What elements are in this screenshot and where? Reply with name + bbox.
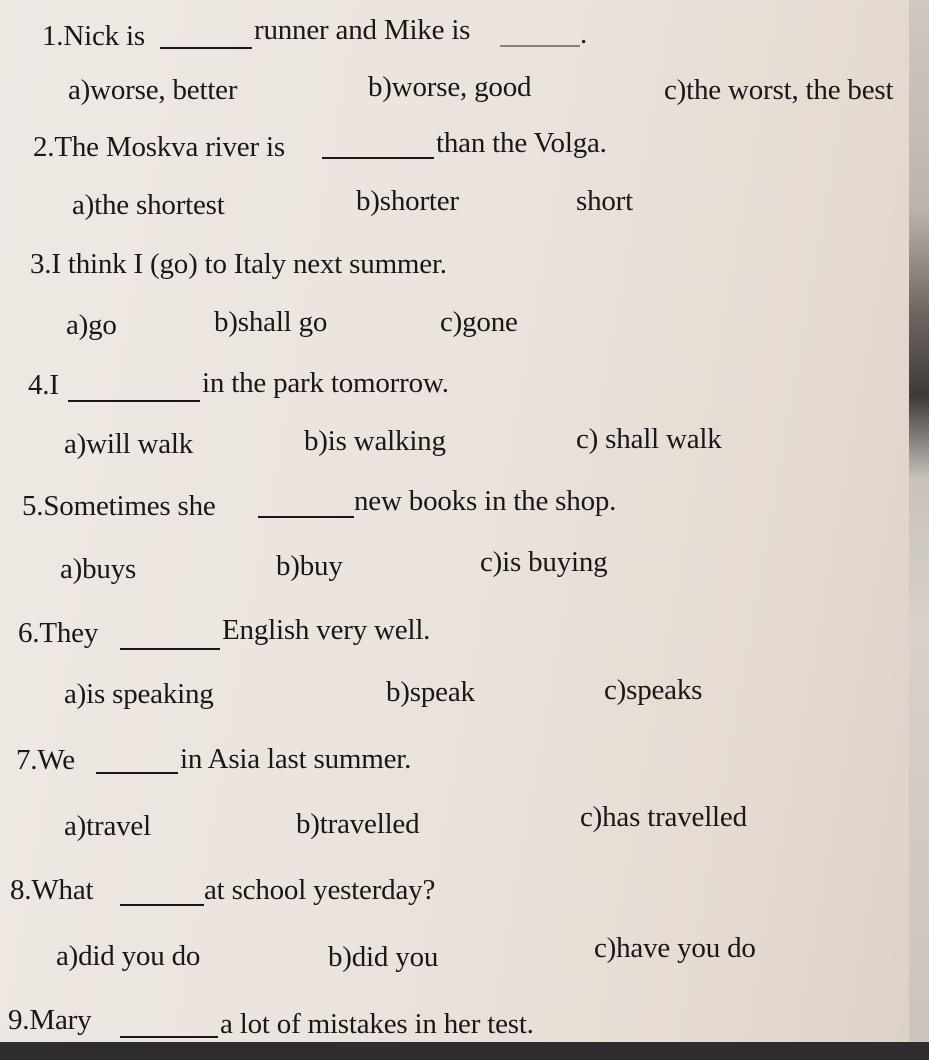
option-b: b)is walking bbox=[304, 425, 446, 457]
question-text: I think I (go) to Italy next summer. bbox=[51, 248, 447, 280]
answer-blank bbox=[120, 904, 204, 906]
option-a: a)will walk bbox=[64, 428, 194, 460]
question-number: 2. bbox=[33, 131, 55, 163]
option-b: b)worse, good bbox=[368, 71, 532, 103]
question-text-after: in Asia last summer. bbox=[180, 743, 412, 775]
question-5 bbox=[22, 490, 216, 522]
option-a: a)buys bbox=[60, 553, 137, 585]
answer-blank bbox=[96, 772, 178, 774]
option-b: b)shorter bbox=[356, 185, 459, 217]
question-number: 6. bbox=[18, 617, 40, 649]
question-text-before: Mary bbox=[29, 1004, 92, 1036]
question-number: 5. bbox=[22, 490, 44, 522]
option-b: b)did you bbox=[328, 941, 439, 973]
question-text-before: Sometimes she bbox=[43, 490, 216, 522]
option-a: a)is speaking bbox=[64, 678, 214, 710]
option-b: b)shall go bbox=[214, 306, 328, 338]
option-c: c)gone bbox=[440, 306, 518, 338]
question-text-after: in the park tomorrow. bbox=[202, 367, 449, 399]
question-7 bbox=[16, 744, 75, 776]
question-text-before: I bbox=[49, 369, 59, 401]
question-text-before: We bbox=[37, 744, 75, 776]
question-text-after: than the Volga. bbox=[436, 127, 607, 159]
answer-blank bbox=[68, 400, 200, 402]
question-text-before: The Moskva river is bbox=[54, 131, 285, 163]
option-a: a)the shortest bbox=[72, 189, 225, 221]
answer-blank bbox=[500, 45, 580, 47]
answer-blank bbox=[258, 516, 354, 518]
question-text-before: Nick is bbox=[63, 20, 145, 52]
question-text-after: at school yesterday? bbox=[204, 874, 436, 906]
question-9 bbox=[8, 1004, 91, 1036]
question-number: 1. bbox=[42, 20, 64, 52]
option-c: c)speaks bbox=[604, 674, 703, 706]
question-number: 3. bbox=[30, 248, 52, 280]
option-b: b)speak bbox=[386, 676, 475, 708]
question-text-after: new books in the shop. bbox=[354, 485, 617, 517]
question-2 bbox=[33, 131, 285, 163]
option-a: a)worse, better bbox=[68, 74, 238, 106]
question-text-before: They bbox=[39, 617, 99, 649]
option-c: short bbox=[576, 185, 634, 217]
question-text-tail: . bbox=[580, 18, 588, 50]
question-6 bbox=[18, 617, 98, 649]
answer-blank bbox=[160, 47, 252, 49]
question-8 bbox=[10, 874, 93, 906]
question-4 bbox=[28, 369, 59, 401]
question-3 bbox=[30, 248, 447, 280]
option-b: b)travelled bbox=[296, 808, 420, 840]
question-text-before: What bbox=[31, 874, 94, 906]
question-number: 8. bbox=[10, 874, 32, 906]
option-a: a)go bbox=[66, 309, 117, 341]
question-text-after: English very well. bbox=[222, 614, 431, 646]
option-a: a)did you do bbox=[56, 940, 201, 972]
question-number: 7. bbox=[16, 744, 38, 776]
answer-blank bbox=[322, 157, 434, 159]
option-c: c)is buying bbox=[480, 546, 608, 578]
question-text-after: a lot of mistakes in her test. bbox=[220, 1008, 534, 1040]
option-c: c) shall walk bbox=[576, 423, 722, 455]
answer-blank bbox=[120, 1036, 218, 1038]
option-c: c)the worst, the best bbox=[664, 74, 894, 106]
question-text-after: runner and Mike is bbox=[254, 14, 471, 46]
page-edge-shadow bbox=[909, 0, 929, 1042]
background-bottom bbox=[0, 1042, 929, 1060]
question-number: 4. bbox=[28, 369, 50, 401]
answer-blank bbox=[120, 648, 220, 650]
question-number: 9. bbox=[8, 1004, 30, 1036]
question-1 bbox=[42, 20, 145, 52]
option-c: c)has travelled bbox=[580, 801, 747, 833]
option-c: c)have you do bbox=[594, 932, 756, 964]
option-b: b)buy bbox=[276, 550, 343, 582]
option-a: a)travel bbox=[64, 810, 151, 842]
